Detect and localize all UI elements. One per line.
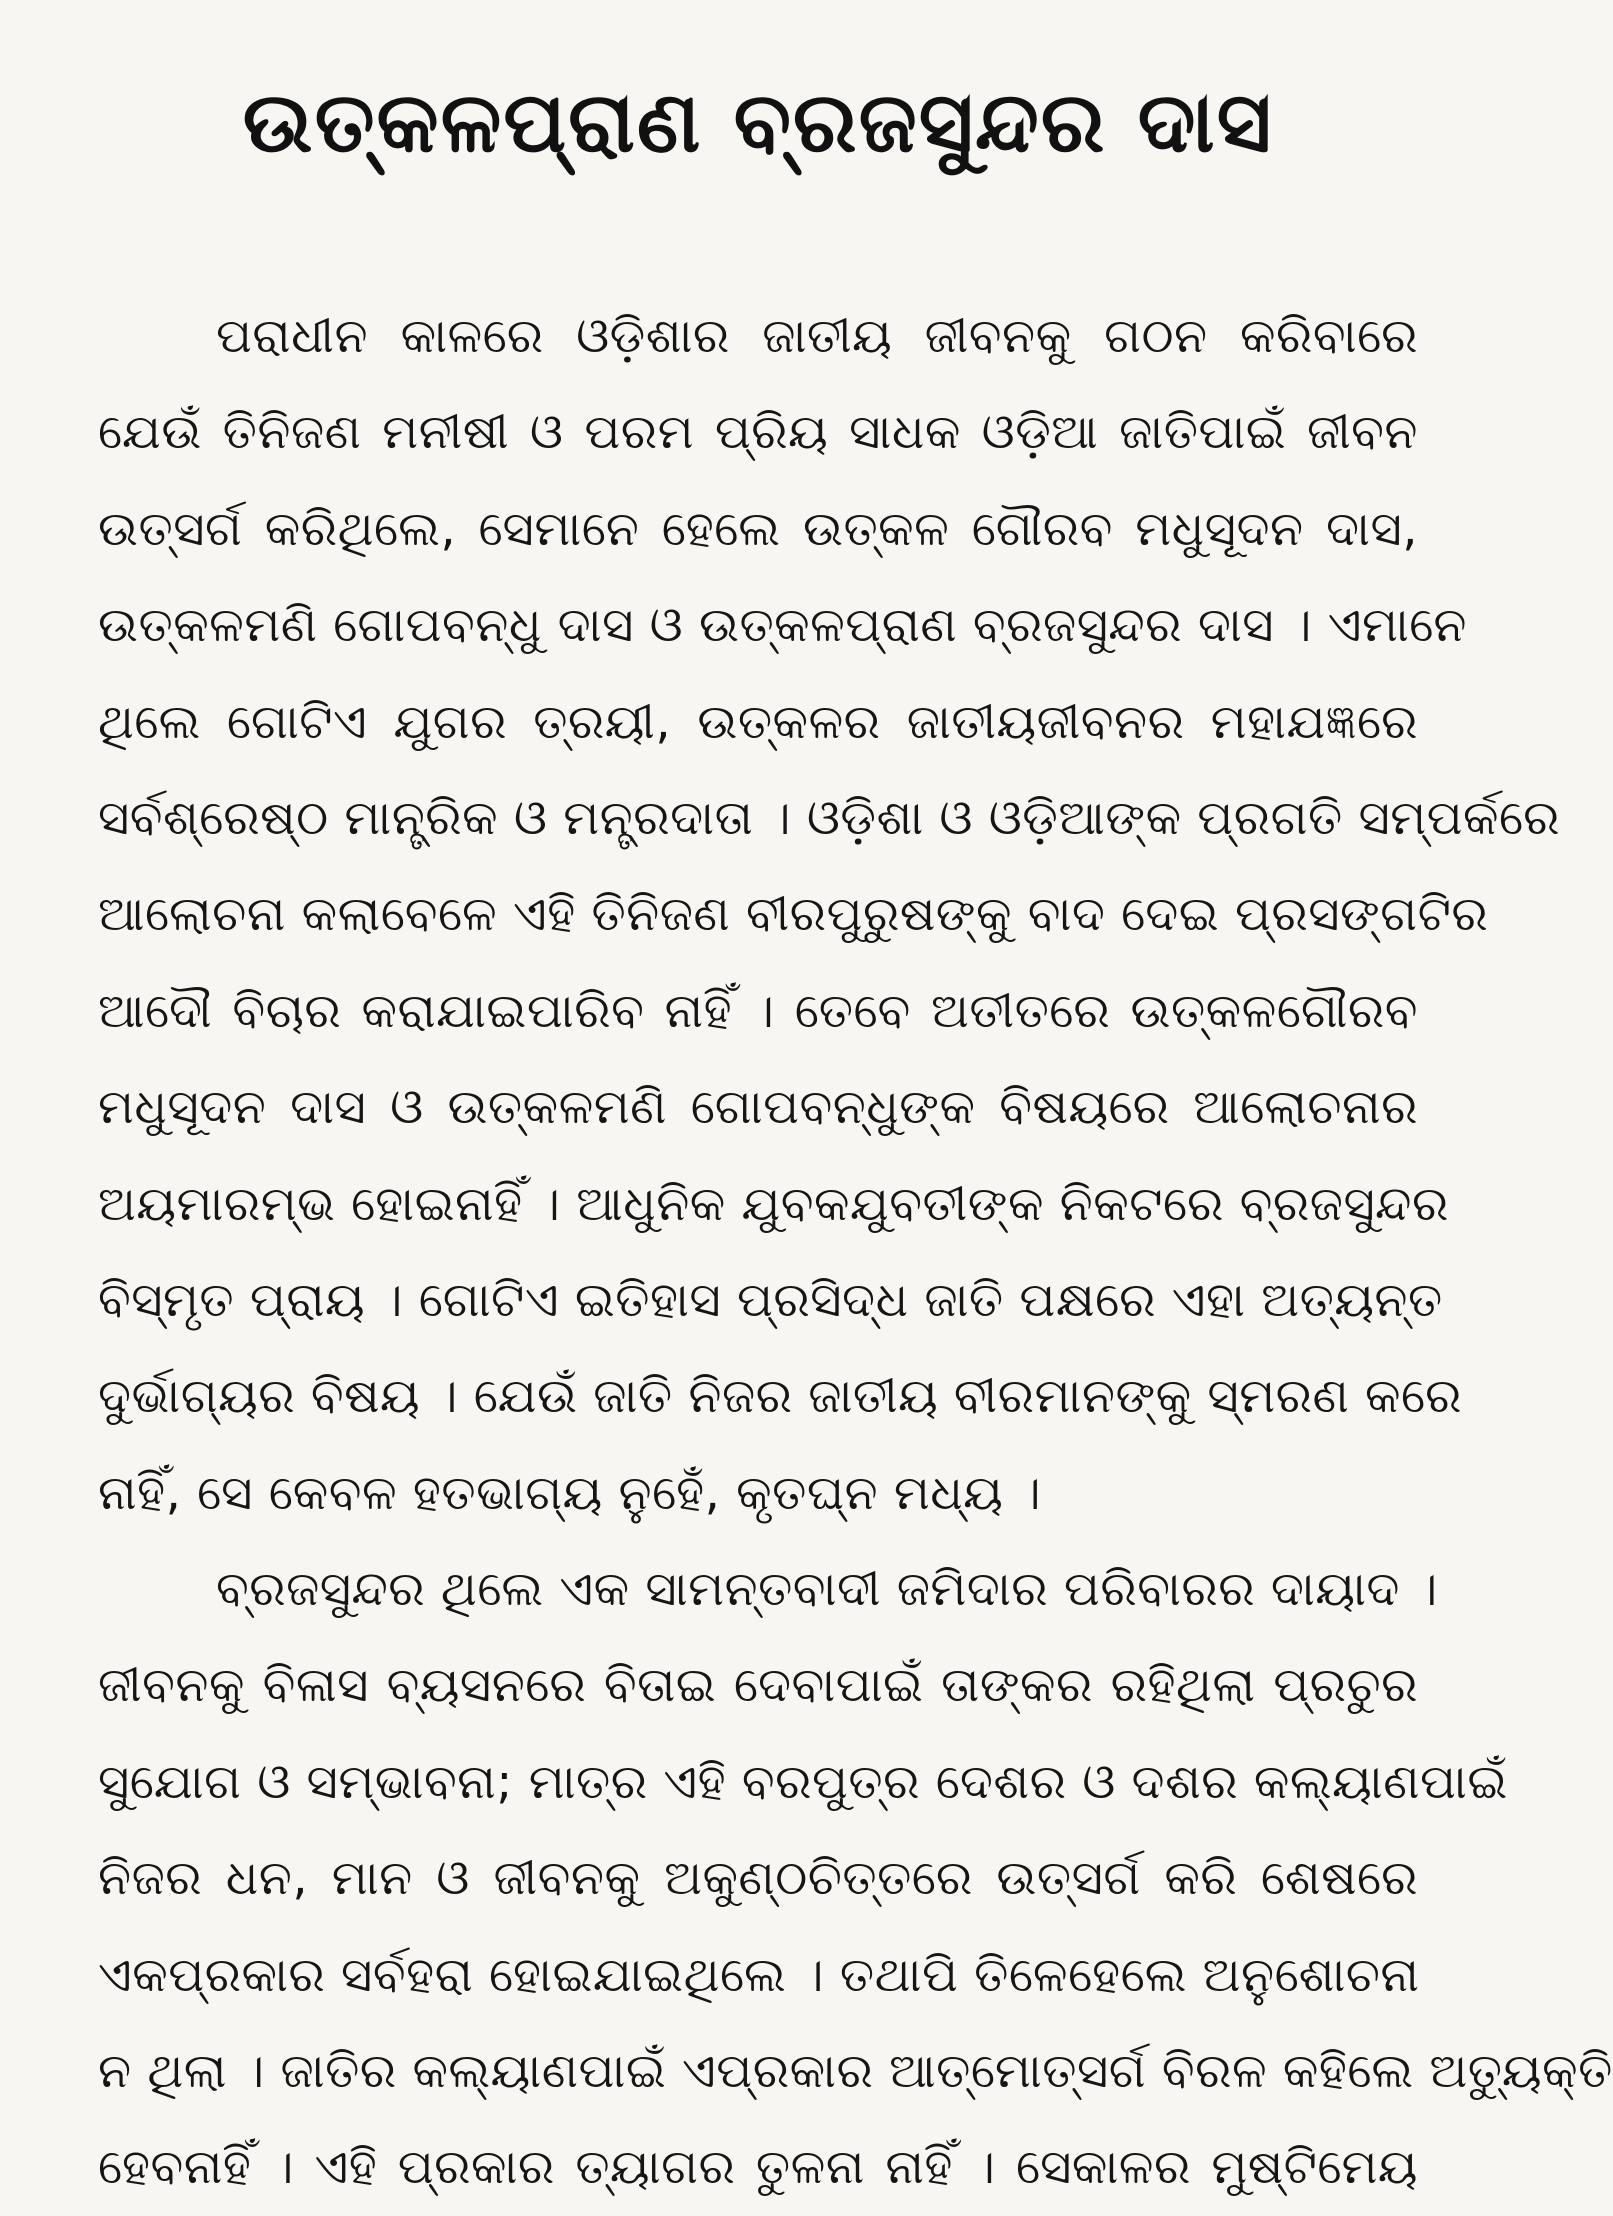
- text-line-5: ଥିଲେ ଗୋଟିଏ ଯୁଗର ତ୍ରୟୀ, ଉତ୍କଳର ଜାତୀୟଜୀବନର ମହାଯଜ୍ଞରେ: [98, 693, 1418, 750]
- text-line-15: ଜୀବନକୁ ବିଳାସ ବ୍ୟସନରେ ବିତାଇ ଦେବାପାଇଁ ତାଙ୍କର ରହିଥିଲା ପ୍ରଚୁର: [98, 1657, 1418, 1714]
- text-line-2: ଯେଉଁ ତିନିଜଣ ମନୀଷୀ ଓ ପରମ ପ୍ରିୟ ସାଧକ ଓଡ଼ିଆ ଜାତିପାଇଁ ଜୀବନ: [98, 404, 1418, 461]
- text-line-17: ନିଜର ଧନ, ମାନ ଓ ଜୀବନକୁ ଅକୁଣ୍ଠଚିତ୍ତରେ ଉତ୍ସର୍ଗ କରି ଶେଷରେ: [98, 1850, 1418, 1907]
- text-line-1: ପରାଧୀନ କାଳରେ ଓଡ଼ିଶାର ଜାତୀୟ ଜୀବନକୁ ଗଠନ କରିବାରେ: [216, 308, 1418, 364]
- text-line-11: ବିସ୍ମୃତ ପ୍ରାୟ । ଗୋଟିଏ ଇତିହାସ ପ୍ରସିଦ୍ଧ ଜାତି ପକ୍ଷରେ ଏହା ଅତ୍ୟନ୍ତ: [98, 1271, 1443, 1328]
- text-line-6: ସର୍ବଶ୍ରେଷ୍ଠ ମାନ୍ତ୍ରିକ ଓ ମନ୍ତ୍ରଦାତା । ଓଡ଼ିଶା ଓ ଓଡ଼ିଆଙ୍କ ପ୍ରଗତି ସମ୍ପର୍କରେ: [98, 789, 1560, 846]
- text-line-12: ଦୁର୍ଭାଗ୍ୟର ବିଷୟ । ଯେଉଁ ଜାତି ନିଜର ଜାତୀୟ ବୀରମାନଙ୍କୁ ସ୍ମରଣ କରେ: [98, 1368, 1462, 1425]
- text-line-20: ହେବନାହିଁ । ଏହି ପ୍ରକାର ତ୍ୟାଗର ତୁଳନା ନାହିଁ । ସେକାଳର ମୁଷ୍ଟିମେୟ: [98, 2139, 1418, 2196]
- text-line-10: ଅୟମାରମ୍ଭ ହୋଇନାହିଁ । ଆଧୁନିକ ଯୁବକଯୁବତୀଙ୍କ ନିକଟରେ ବ୍ରଜସୁନ୍ଦର: [98, 1175, 1449, 1232]
- text-line-14: ବ୍ରଜସୁନ୍ଦର ଥିଲେ ଏକ ସାମନ୍ତବାଦୀ ଜମିଦାର ପରିବାରର ଦାୟାଦ ।: [216, 1561, 1438, 1618]
- text-line-19: ନ ଥିଲା । ଜାତିର କଲ୍ୟାଣପାଇଁ ଏପ୍ରକାର ଆତ୍ମୋତ୍ସର୍ଗ ବିରଳ କହିଲେ ଅତ୍ୟୁକ୍ତି: [98, 2043, 1613, 2100]
- page-title: ଉତ୍କଳପ୍ରାଣ ବ୍ରଜସୁନ୍ଦର ଦାସ: [242, 73, 1274, 171]
- text-line-7: ଆଲୋଚନା କଲାବେଳେ ଏହି ତିନିଜଣ ବୀରପୁରୁଷଙ୍କୁ ବାଦ ଦେଇ ପ୍ରସଙ୍ଗଟିର: [98, 886, 1489, 943]
- text-line-13: ନାହିଁ, ସେ କେବଳ ହତଭାଗ୍ୟ ନୁହେଁ, କୃତଘ୍ନ ମଧ୍ୟ ।: [98, 1464, 1042, 1521]
- text-line-18: ଏକପ୍ରକାର ସର୍ବହରା ହୋଇଯାଇଥିଲେ । ତଥାପି ତିଳେହେଲେ ଅନୁଶୋଚନା: [98, 1946, 1420, 2003]
- text-line-8: ଆଦୌ ବିଚାର କରାଯାଇପାରିବ ନାହିଁ । ତେବେ ଅତୀତରେ ଉତ୍କଳଗୌରବ: [98, 982, 1418, 1039]
- text-line-3: ଉତ୍ସର୍ଗ କରିଥିଲେ, ସେମାନେ ହେଲେ ଉତ୍କଳ ଗୌରବ ମଧୁସୂଦନ ଦାସ,: [98, 500, 1418, 557]
- body-text: [98, 288, 1613, 2216]
- text-line-16: ସୁଯୋଗ ଓ ସମ୍ଭାବନା; ମାତ୍ର ଏହି ବରପୁତ୍ର ଦେଶର ଓ ଦଶର କଲ୍ୟାଣପାଇଁ: [98, 1753, 1508, 1810]
- text-line-4: ଉତ୍କଳମଣି ଗୋପବନ୍ଧୁ ଦାସ ଓ ଉତ୍କଳପ୍ରାଣ ବ୍ରଜସୁନ୍ଦର ଦାସ । ଏମାନେ: [98, 597, 1467, 654]
- text-line-9: ମଧୁସୂଦନ ଦାସ ଓ ଉତ୍କଳମଣି ଗୋପବନ୍ଧୁଙ୍କ ବିଷୟରେ ଆଲୋଚନାର: [98, 1079, 1418, 1136]
